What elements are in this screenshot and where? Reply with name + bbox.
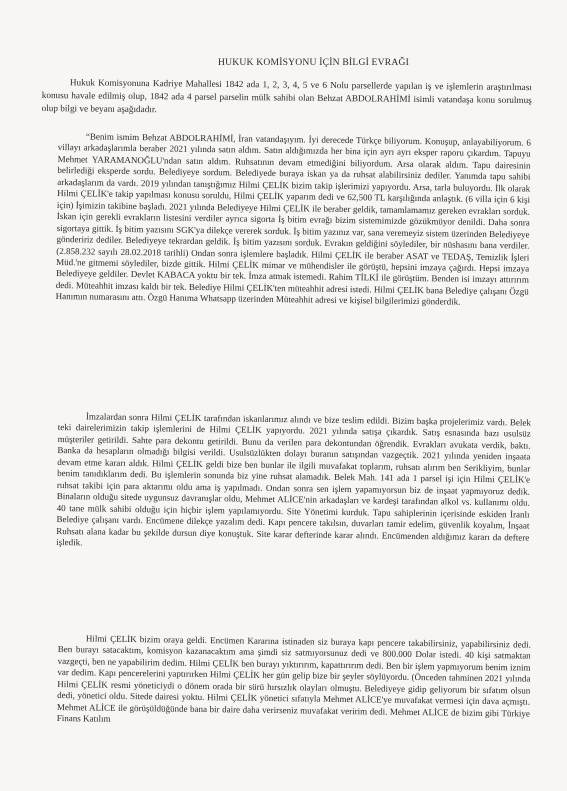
statement-paragraph-3: Hilmi ÇELİK bizim oraya geldi. Encümen Kararına istinaden siz buraya kapı pencere takabilirsiniz, yapabilirsiniz dedi. Ben burayı satacaktım, komisyon kazanacaktım ama şimdi siz satmıyorsunuz dedi ve 800.000 Dolar istedi. 40 kişi satmaktan vazgeçti, ben ne yapabilirim dedim. Hilmi ÇELİK ben burayı yıktırırım, kapattırırım dedi. Ben bir işlem yapmıyorum benim iznim var dedim. Kapı pencerelerini yaptırırken Hilmi ÇELİK her gün gelip bize bir şeyler söylüyordu. (Önceden tahminen 2021 yılında Hilmi ÇELİK resmi yöneticiydi o dönem orada bir sürü hırsızlık olayları olmuştu. Belediyeye gidip geliyorum bir sıfatım olsun dedi, yönetici oldu. Sitede dairesi yoktu. Hilmi ÇELİK yönetici sıfatıyla Mehmet ALİCE'ye muvafakat vermesi için dava açmıştı. Mehmet ALİCE ile görüşüldüğünde bana bir daire daha verirseniz muvafakat veririm dedi. Mehmet ALİCE de bizim gibi Türkiye Finans Katılım <box>56 633 531 724</box>
statement-paragraph-2: İmzalardan sonra Hilmi ÇELİK tarafından iskanlarımız alındı ve bize teslim edildi. Bizim başka projelerimiz vardı. Belek teki dairelerimizin takip işlemlerini de Hilmi ÇELİK yapıyordu. 2021 yılında satışa çıkardık. Satış esnasında bazı usulsüz müşteriler getirildi. Sahte para dekontu getirildi. Bunu da verilen para dekontundan öğrendik. Evrakları avukata verdik, baktı. Banka da hesapların olmadığı bilgisi verildi. Usulsüzlükten dolayı buranın satışından vazgeçtik. 2021 yılında yeniden inşaata devam etme kararı aldık. Hilmi ÇELİK geldi bize ben bunlar ile ilgili muvafakat toplarım, ruhsatı alırım ben Serikliyim, bunlar benim tanıdıklarım dedi. Bu işlemlerin sonunda biz yine ruhsat alamadık. Belek Mah. 141 ada 1 parsel işi için Hilmi ÇELİK'e ruhsat takibi için para aktarımı oldu ama iş yapılmadı. Ondan sonra sen işlem yapamıyorsun biz de inşaat yapmıyoruz dedik. Binaların olduğu sitede uygunsuz davranışlar oldu, Mehmet ALİCE'nin arkadaşları ve kardeşi tarafından alkol vs. kullanımı oldu. 40 tane mülk sahibi olduğu için hiçbir işlem yapılamıyordu. Site Yönetimi kurduk. Tapu sahiplerinin içerisinde eskiden İranlı Belediye çalışanı vardı. Encümene dilekçe yazalım dedi. Kapı pencere takılsın, duvarları tamir edelim, güvenlik koyalım, İnşaat Ruhsatı alana kadar bu şekilde dursun diye konuştuk. Site karar defterinde karar alındı. Encümenden aldığımız kararı da deftere işledik. <box>56 411 531 548</box>
document-title: HUKUK KOMİSYONU İÇİN BİLGİ EVRAĞI <box>218 57 409 68</box>
intro-paragraph: Hukuk Komisyonuna Kadriye Mahallesi 1842 ada 1, 2, 3, 4, 5 ve 6 Nolu parsellerde yapılan iş ve işlemlerin araştırılması konusu havale edilmiş olup, 1842 ada 4 parsel parselin mülk sahibi olan Behzat ABDOLRAHİMİ isimli vatandaşa konu sorulmuş olup bilgi ve beyanı aşağıdadır. <box>41 77 532 115</box>
statement-paragraph-1: “Benim ismim Behzat ABDOLRAHİMİ, İran vatandaşıyım. İyi derecede Türkçe biliyorum. Konuşup, anlayabiliyorum. 6 villayı arkadaşlarımla beraber 2021 yılında satın aldım. Satın aldığımızda her bina için ayrı ayrı eksper raporu çıkardım. Tapuyu Mehmet YARAMANOĞLU'ndan satın aldım. Ruhsatının devam etmediğini biliyordum. Arsa olarak aldım. Tapu dairesinin belirlediği eksperde sordu. Belediyeye sordum. Belediyede buraya iskan ya da ruhsat alabilirsiniz dediler. Yanımda tapu sahibi arkadaşlarım da vardı. 2019 yılından tanıştığımız Hilmi ÇELİK bizim takip işlerimizi yapıyordu. Arsa, tarla buluyordu. İlk olarak Hilmi ÇELİK'e takip yapılması konusu soruldu, Hilmi ÇELİK yaparım dedi ve 62,500 TL karşılığında anlaştık. (6 villa için 6 kişi için) İşimizin takibine başladı. 2021 yılında Belediyeye Hilmi ÇELİK ile beraber geldik, tamamlamamız gereken evrakları sorduk. İskan için gerekli evrakların listesini verdiler ayrıca sigorta İş bitim evrağı bizim sistemimizde gözükmüyor denildi. Daha sonra sigortaya gittik. İş bitim yazısını SGK'ya dilekçe vererek sorduk. İş bitim yazınız var, sana veremeyiz sistem üzerinden Belediyeye göndeririz dediler. Belediyeye tekrardan geldik. İş bitim yazısını sorduk. Evrakın geldiğini söylediler, bir nüshasını bana verdiler. (2.858.232 sayılı 28.02.2018 tarihli) Ondan sonra işlemlere başladık. Hilmi ÇELİK ile beraber ASAT ve TEDAŞ, Temizlik İşleri Müd.'ne gitmemi söylediler, bizde gittik. Hilmi ÇELİK mimar ve mühendisler ile görüştü, hepsini imzaya çağırdı. Hepsi imzaya Belediyeye geldiler. Devlet KABACA yoktu bir tek. İmza atmak istemedi. Rahim TİLKİ ile görüştüm. Benden isi imzayı attırırım dedi. Müteahhit imzası kaldı bir tek. Belediye Hilmi ÇELİK'ten müteahhit adresi istedi. Hilmi ÇELİK bana Belediye çalışanı Özgü Hanımın numarasını attı. Özgü Hanıma Whatsapp üzerinden Müteahhit adresi ve kişisel bilgilerimizi gönderdik. <box>55 131 531 307</box>
